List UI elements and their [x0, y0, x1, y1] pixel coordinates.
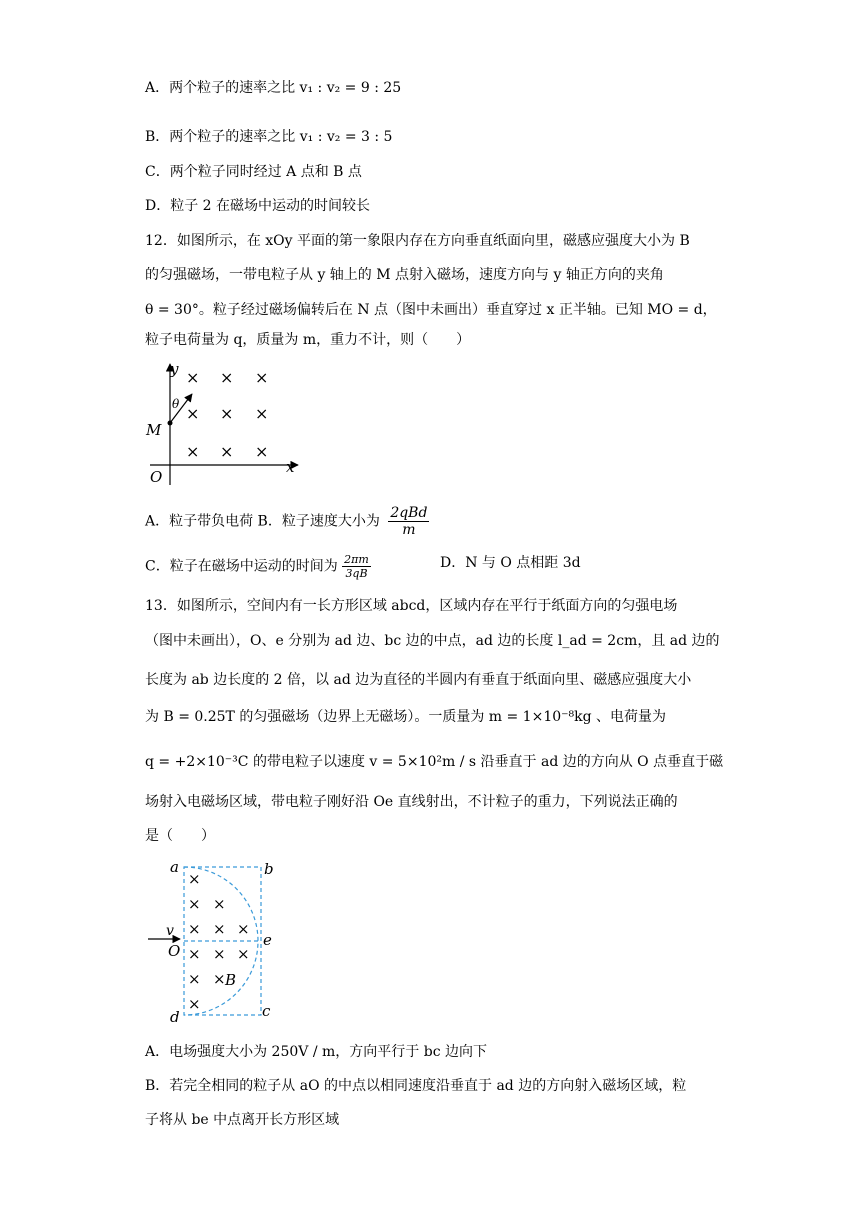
q13-cross: × — [188, 945, 201, 963]
q12-option-b-fraction — [388, 505, 429, 538]
q12-label-theta: θ — [172, 397, 180, 411]
q13-cross: × — [213, 970, 226, 988]
q13-cross: × — [188, 895, 201, 913]
q13-label-d: d — [170, 1008, 180, 1026]
q13-cross: × — [188, 870, 201, 888]
q12-option-ab-text: A．粒子带负电荷 B．粒子速度大小为 — [145, 513, 380, 530]
q12-cross: × — [186, 404, 200, 423]
q12-option-b-denominator: m — [402, 522, 416, 538]
q13-label-b-field: B — [225, 971, 237, 989]
q13-cross: × — [237, 945, 250, 963]
q12-cross: × — [186, 368, 200, 387]
q13-stem-line-2: （图中未画出），O、e 分别为 ad 边、bc 边的中点，ad 边的长度 l_ad = 2cm，且 ad 边的 — [145, 633, 720, 649]
q13-label-b: b — [264, 860, 274, 878]
q12-cross: × — [255, 368, 269, 387]
q13-stem-line-1: 13．如图所示，空间内有一长方形区域 abcd，区域内存在平行于纸面方向的匀强电场 — [145, 598, 678, 614]
q12-cross: × — [186, 442, 200, 461]
q12-stem-line-3: θ = 30°。粒子经过磁场偏转后在 N 点（图中未画出）垂直穿过 x 正半轴。已知 MO = d， — [145, 302, 717, 318]
q11-option-c: C．两个粒子同时经过 A 点和 B 点 — [145, 164, 362, 180]
q12-option-c-fraction — [342, 553, 371, 580]
q13-cross: × — [188, 995, 201, 1013]
q13-stem-line-6: 场射入电磁场区域，带电粒子刚好沿 Oe 直线射出，不计粒子的重力，下列说法正确的 — [145, 794, 678, 810]
q11-option-d: D．粒子 2 在磁场中运动的时间较长 — [145, 198, 371, 214]
q11-option-a: A．两个粒子的速率之比 v₁ : v₂ = 9 : 25 — [145, 80, 402, 96]
q12-label-x: x — [286, 458, 295, 476]
q12-option-c-denominator: 3qB — [345, 567, 368, 580]
q13-stem-line-5: q = +2×10⁻³C 的带电粒子以速度 v = 5×10²m / s 沿垂直于 ad 边的方向从 O 点垂直于磁 — [145, 754, 724, 770]
q13-cross: × — [213, 895, 226, 913]
q13-cross: × — [213, 945, 226, 963]
q13-label-c: c — [262, 1002, 271, 1020]
q13-cross: × — [213, 920, 226, 938]
q13-figure — [140, 850, 290, 1030]
q12-field-crosses — [186, 368, 268, 461]
q12-label-y: y — [170, 360, 179, 378]
q12-label-o: O — [150, 468, 163, 486]
q11-option-b: B．两个粒子的速率之比 v₁ : v₂ = 3 : 5 — [145, 129, 393, 145]
q13-label-e: e — [263, 931, 272, 949]
q12-stem-line-1: 12．如图所示，在 xOy 平面的第一象限内存在方向垂直纸面向里，磁感应强度大小为 B — [145, 233, 690, 249]
q13-stem-line-3: 长度为 ab 边长度的 2 倍，以 ad 边为直径的半圆内有垂直于纸面向里、磁感应强度大小 — [145, 672, 692, 688]
q12-option-c-text: C．粒子在磁场中运动的时间为 — [145, 558, 338, 575]
q12-figure — [140, 360, 310, 490]
q12-option-d: D．N 与 O 点相距 3d — [440, 555, 581, 571]
q13-option-a: A．电场强度大小为 250V / m，方向平行于 bc 边向下 — [145, 1044, 487, 1060]
q12-option-c — [145, 553, 371, 580]
q13-option-b-line-1: B．若完全相同的粒子从 aO 的中点以相同速度沿垂直于 ad 边的方向射入磁场区域，粒 — [145, 1078, 687, 1094]
q12-cross: × — [220, 442, 234, 461]
q12-cross: × — [255, 404, 269, 423]
q12-cross: × — [220, 404, 234, 423]
q12-option-c-numerator: 2πm — [344, 553, 369, 566]
q13-stem-line-4: 为 B = 0.25T 的匀强磁场（边界上无磁场）。一质量为 m = 1×10⁻⁸kg 、电荷量为 — [145, 709, 667, 725]
q12-label-m: M — [146, 421, 162, 439]
q12-cross: × — [255, 442, 269, 461]
q12-option-ab — [145, 505, 429, 538]
q13-cross: × — [188, 920, 201, 938]
q13-label-a: a — [170, 858, 179, 876]
q13-option-b-line-2: 子将从 be 中点离开长方形区域 — [145, 1112, 340, 1128]
q13-cross: × — [237, 920, 250, 938]
q13-label-v: v — [166, 923, 174, 939]
q12-stem-line-4: 粒子电荷量为 q，质量为 m，重力不计，则（ ） — [145, 332, 471, 348]
q13-cross: × — [188, 970, 201, 988]
q12-cross: × — [220, 368, 234, 387]
q12-option-b-numerator: 2qBd — [390, 505, 428, 521]
q13-stem-line-7: 是（ ） — [145, 828, 215, 844]
q12-stem-line-2: 的匀强磁场，一带电粒子从 y 轴上的 M 点射入磁场，速度方向与 y 轴正方向的夹角 — [145, 267, 664, 283]
q13-label-o: O — [168, 942, 181, 960]
